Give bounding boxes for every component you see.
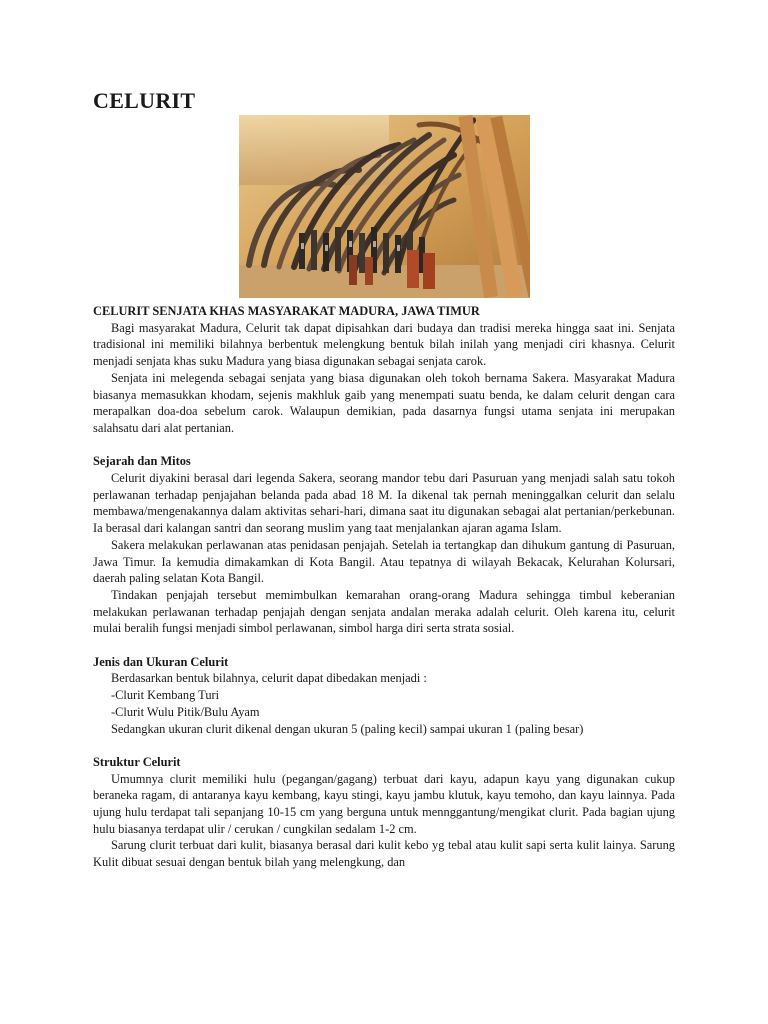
- jenis-list-item: -Clurit Wulu Pitik/Bulu Ayam: [111, 704, 260, 719]
- sejarah-paragraph: Tindakan penjajah tersebut memimbulkan kemarahan orang-orang Madura sehingga timbul keberanian melakukan perlawanan terhadap penjajah dengan senjata andalan meraka adalah celurit. Oleh karena itu, celurit mulai beralih fungsi menjadi simbol perlawanan, simbol harga diri serta strata sosial.: [93, 587, 675, 636]
- jenis-note: Sedangkan ukuran clurit dikenal dengan ukuran 5 (paling kecil) sampai ukuran 1 (paling besar): [111, 721, 584, 736]
- celurit-collection-photo: [239, 115, 530, 298]
- document-title: CELURIT: [93, 88, 196, 113]
- struktur-paragraph: Sarung clurit terbuat dari kulit, biasanya berasal dari kulit kebo yg tebal atau kulit sapi serta kulit lainya. Sarung Kulit dibuat sesuai dengan bentuk bilah yang melengkung, dan: [93, 838, 675, 870]
- document-body: [93, 303, 675, 871]
- sejarah-paragraph: Sakera melakukan perlawanan atas penidasan penjajah. Setelah ia tertangkap dan dihukum gantung di Pasuruan, Jawa Timur. Ia kemudia dimakamkan di Kota Bangil. Atau tepatnya di wilayah Bekacak, Kelurahan Kolursari, daerah paling selatan Kota Bangil.: [93, 537, 675, 586]
- sejarah-paragraph: Celurit diyakini berasal dari legenda Sakera, seorang mandor tebu dari Pasuruan yang menjadi salah satu tokoh perlawanan terhadap penjajahan belanda pada abad 18 M. Ia dikenal tak pernah meninggalkan celurit dan selalu membawa/mengenakannya dalam aktivitas sehari-hari, dimana saat itu digunakan sebagai alat pertanian/perkebunan. Ia berasal dari kalangan santri dan seorang muslim yang taat menjalankan ajaran agama Islam.: [93, 471, 675, 536]
- intro-paragraph: Bagi masyarakat Madura, Celurit tak dapat dipisahkan dari budaya dan tradisi mereka hingga saat ini. Senjata tradisional ini memiliki bilahnya berbentuk melengkung bentuk bilah inilah yang menjadi ciri khasnya. Celurit menjadi senjata khas suku Madura yang biasa digunakan sebagai senjata carok.: [93, 320, 675, 369]
- intro-heading: CELURIT SENJATA KHAS MASYARAKAT MADURA, JAWA TIMUR: [93, 304, 480, 318]
- jenis-heading: Jenis dan Ukuran Celurit: [93, 654, 229, 669]
- jenis-list-item: -Clurit Kembang Turi: [111, 688, 220, 703]
- sejarah-heading: Sejarah dan Mitos: [93, 454, 191, 469]
- jenis-lead: Berdasarkan bentuk bilahnya, celurit dapat dibedakan menjadi :: [111, 671, 427, 686]
- struktur-paragraph: Umumnya clurit memiliki hulu (pegangan/gagang) terbuat dari kayu, adapun kayu yang digunakan cukup beraneka ragam, di antaranya kayu kembang, kayu stingi, kayu jambu klutuk, kayu temoho, dan kayu lainnya. Pada ujung hulu terdapat tali sepanjang 10-15 cm yang berguna untuk mennggantung/mengikat clurit. Pada bagian ujung hulu biasanya terdapat ulir / cerukan / cungkilan sedalam 1-2 cm.: [93, 771, 675, 836]
- intro-paragraph: Senjata ini melegenda sebagai senjata yang biasa digunakan oleh tokoh bernama Sakera. Masyarakat Madura biasanya memasukkan khodam, sejenis makhluk gaib yang menempati suatu benda, ke dalam celurit dengan cara merapalkan doa-doa sebelum carok. Walaupun demikian, pada dasarnya fungsi utama senjata ini merupakan salahsatu dari alat pertanian.: [93, 370, 675, 435]
- struktur-heading: Struktur Celurit: [93, 754, 181, 769]
